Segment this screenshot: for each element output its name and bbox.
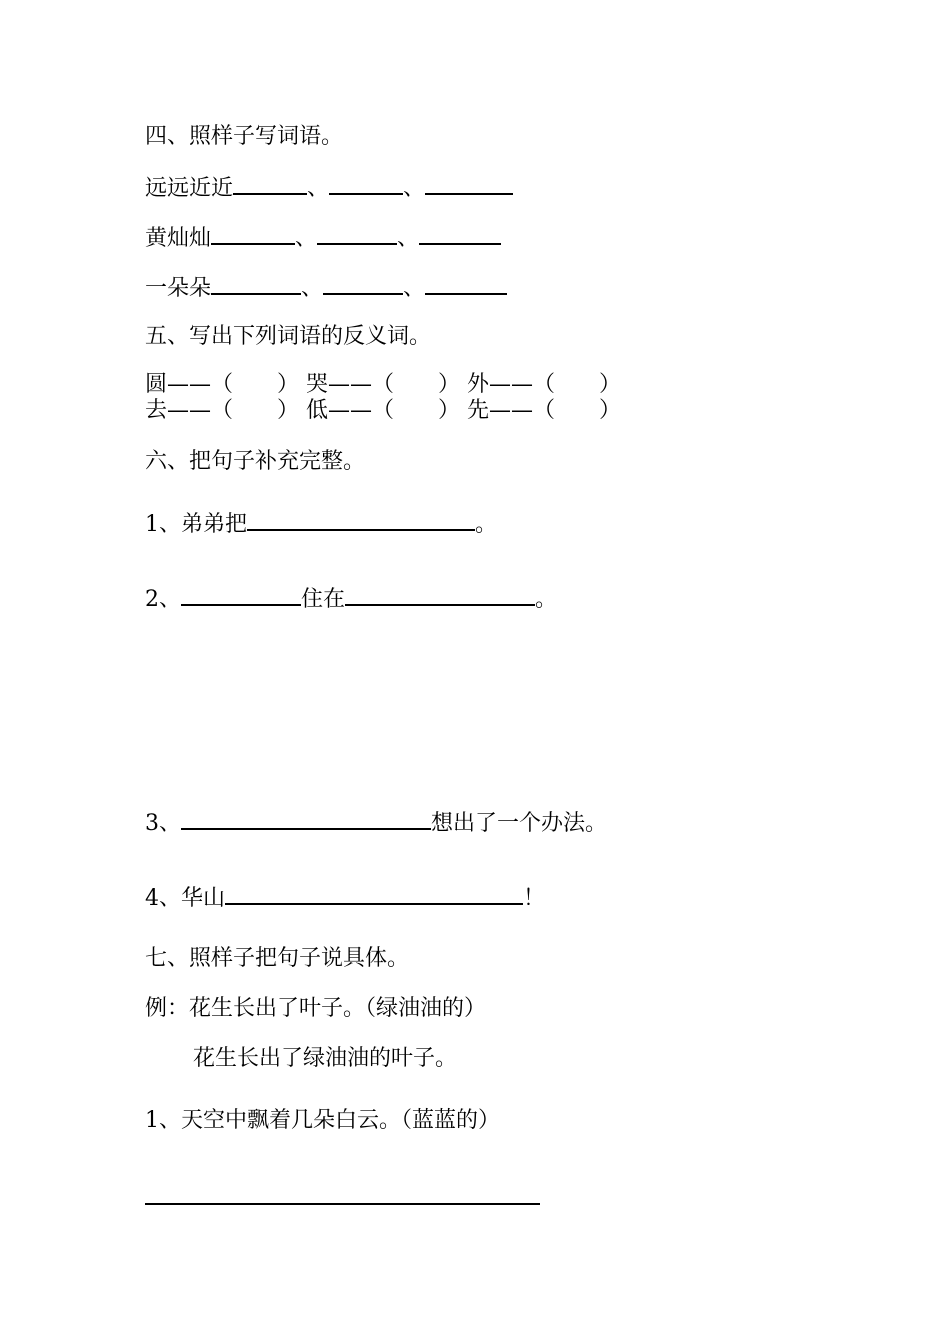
sec5-row-1 — [145, 372, 621, 398]
sec4-row-2 — [145, 223, 501, 253]
section-5-title: 五、写出下列词语的反义词。 — [145, 324, 432, 349]
antonym-item: 去——（ ） — [145, 398, 300, 423]
blank[interactable] — [225, 883, 523, 905]
blank[interactable] — [317, 223, 397, 245]
sec6-sentence-4 — [145, 883, 545, 913]
sec6-sentence-2 — [145, 584, 557, 614]
section-6-title: 六、把句子补充完整。 — [145, 449, 366, 474]
sec4-word-1: 远远近近 — [145, 176, 234, 201]
sec6-sentence-3 — [145, 808, 607, 838]
sec7-question-1: 1、天空中飘着几朵白云。（蓝蓝的） — [145, 1108, 500, 1133]
blank[interactable] — [419, 223, 501, 245]
separator: 、 — [403, 176, 426, 201]
separator: 、 — [397, 226, 420, 251]
sec4-word-2: 黄灿灿 — [145, 226, 212, 251]
blank[interactable] — [329, 173, 403, 195]
separator: 、 — [307, 176, 330, 201]
antonym-item: 哭——（ ） — [306, 372, 461, 397]
sentence-text: 。 — [535, 587, 558, 612]
example-sentence: 例：花生长出了叶子。（绿油油的） — [145, 996, 487, 1021]
sec4-row-3 — [145, 273, 507, 303]
blank[interactable] — [345, 584, 535, 606]
separator: 、 — [295, 226, 318, 251]
blank[interactable] — [181, 584, 301, 606]
sec5-row-2 — [145, 398, 621, 424]
sentence-text: 1、弟弟把 — [145, 512, 247, 537]
separator: 、 — [301, 276, 324, 301]
blank[interactable] — [211, 273, 301, 295]
antonym-item: 圆——（ ） — [145, 372, 300, 397]
sentence-text: 。 — [475, 512, 498, 537]
blank[interactable] — [323, 273, 403, 295]
example-answer: 花生长出了绿油油的叶子。 — [193, 1046, 458, 1071]
blank[interactable] — [425, 173, 513, 195]
sentence-text: 3、 — [145, 811, 181, 836]
sentence-text: 2、 — [145, 587, 181, 612]
blank[interactable] — [425, 273, 507, 295]
sec6-sentence-1 — [145, 509, 497, 539]
antonym-item: 外——（ ） — [467, 372, 622, 397]
sentence-text: ！ — [523, 886, 546, 911]
blank[interactable] — [247, 509, 475, 531]
separator: 、 — [403, 276, 426, 301]
section-7-title: 七、照样子把句子说具体。 — [145, 946, 410, 971]
blank[interactable] — [181, 808, 431, 830]
sentence-text: 住在 — [301, 587, 346, 612]
sentence-text: 想出了一个办法。 — [431, 811, 608, 836]
blank[interactable] — [211, 223, 295, 245]
answer-blank[interactable] — [145, 1203, 540, 1205]
blank[interactable] — [233, 173, 307, 195]
sec4-word-3: 一朵朵 — [145, 276, 212, 301]
sec4-row-1 — [145, 173, 513, 203]
antonym-item: 低——（ ） — [306, 398, 461, 423]
sentence-text: 4、华山 — [145, 886, 225, 911]
antonym-item: 先——（ ） — [467, 398, 622, 423]
section-4-title: 四、照样子写词语。 — [145, 124, 344, 149]
